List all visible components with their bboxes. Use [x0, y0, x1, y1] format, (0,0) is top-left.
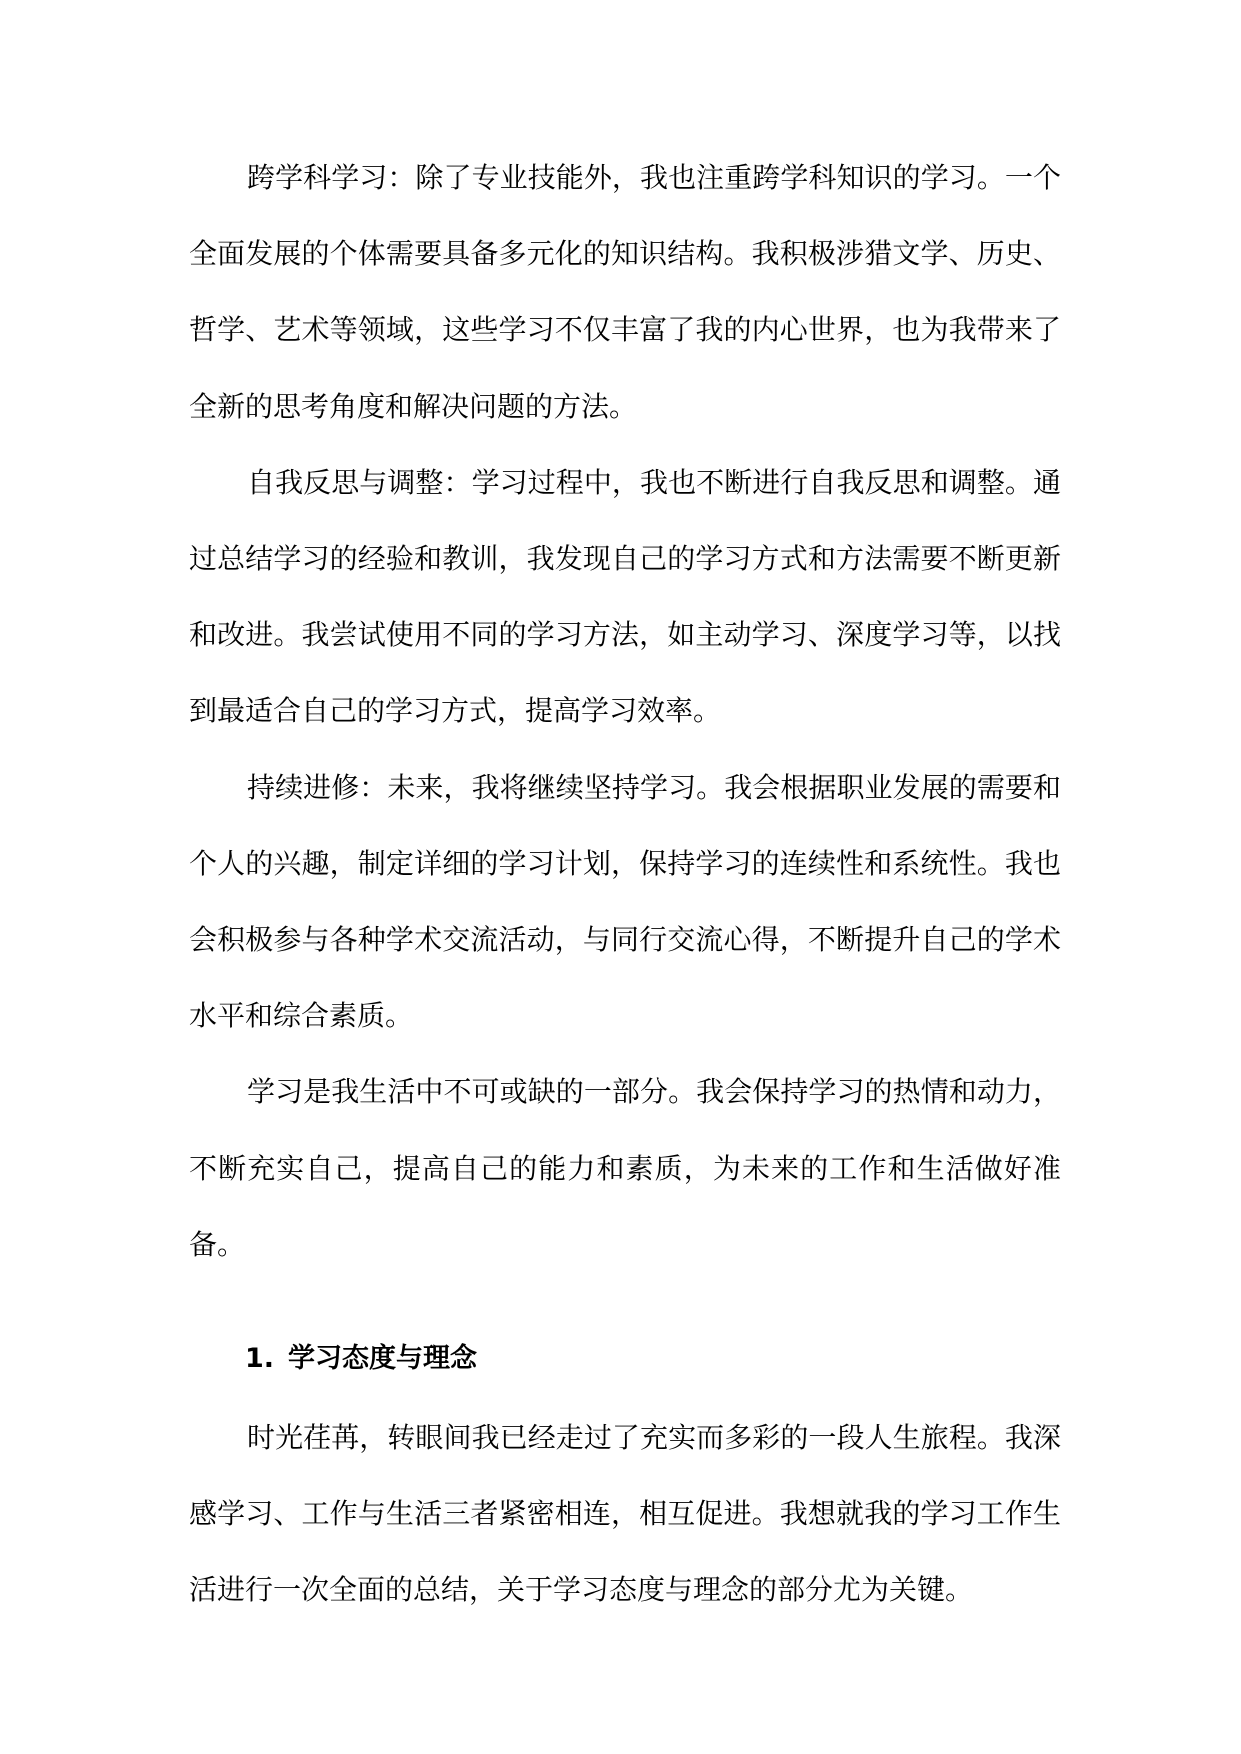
document-body — [189, 140, 1061, 1629]
paragraph-interdisciplinary-learning: 跨学科学习：除了专业技能外，我也注重跨学科知识的学习。一个全面发展的个体需要具备多元化的知识结构。我积极涉猎文学、历史、哲学、艺术等领域，这些学习不仅丰富了我的内心世界，也为我带来了全新的思考角度和解决问题的方法。 — [189, 161, 1061, 423]
paragraph-continuing-study: 持续进修：未来，我将继续坚持学习。我会根据职业发展的需要和个人的兴趣，制定详细的学习计划，保持学习的连续性和系统性。我也会积极参与各种学术交流活动，与同行交流心得，不断提升自己的学术水平和综合素质。 — [189, 770, 1061, 1033]
paragraph-self-reflection: 自我反思与调整：学习过程中，我也不断进行自我反思和调整。通过总结学习的经验和教训，我发现自己的学习方式和方法需要不断更新和改进。我尝试使用不同的学习方法，如主动学习、深度学习等，以找到最适合自己的学习方式，提高学习效率。 — [189, 465, 1061, 728]
paragraph-intro-attitude: 时光荏苒，转眼间我已经走过了充实而多彩的一段人生旅程。我深感学习、工作与生活三者紧密相连，相互促进。我想就我的学习工作生活进行一次全面的总结，关于学习态度与理念的部分尤为关键。 — [189, 1421, 1061, 1607]
section-heading — [189, 1283, 1061, 1400]
section-title: 学习态度与理念 — [288, 1343, 477, 1375]
paragraph-learning-summary: 学习是我生活中不可或缺的一部分。我会保持学习的热情和动力，不断充实自己，提高自己的能力和素质，为未来的工作和生活做好准备。 — [189, 1075, 1061, 1261]
section-number: 1. — [245, 1343, 275, 1375]
